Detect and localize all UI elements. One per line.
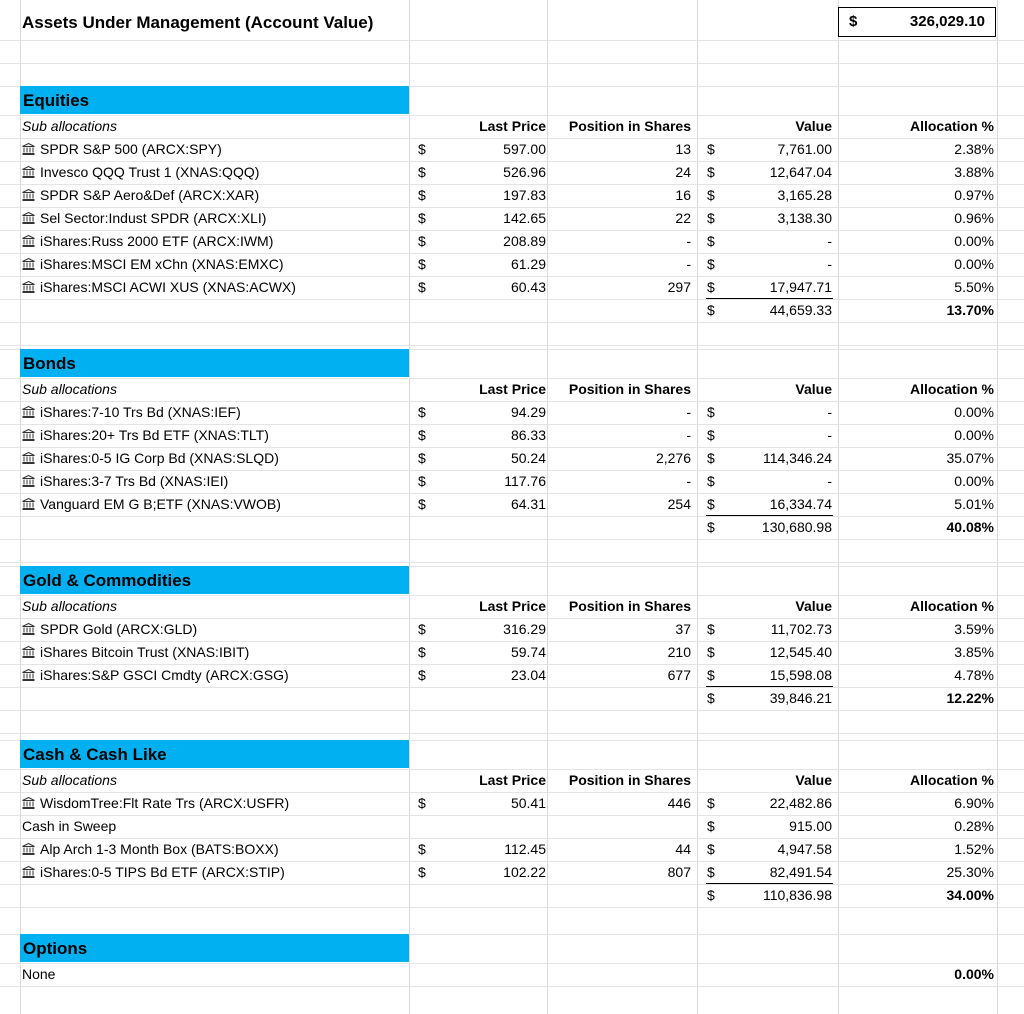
subtotal-value: 44,659.33 (769, 302, 832, 318)
holding-value: 11,702.73 (770, 621, 832, 637)
value-dollar-sign: $ (707, 667, 715, 683)
holding-name (22, 470, 228, 493)
position-shares: 446 (667, 795, 691, 811)
allocation-percent: 4.78% (954, 667, 994, 683)
allocation-header: Allocation % (909, 381, 994, 397)
holding-value: 15,598.08 (769, 667, 832, 683)
table-row[interactable] (0, 641, 1024, 664)
price-dollar-sign: $ (418, 644, 426, 660)
sub-allocations-label: Sub allocations (22, 598, 117, 614)
value-dollar-sign: $ (707, 621, 715, 637)
table-row[interactable] (0, 838, 1024, 861)
subtotal-dollar-sign: $ (707, 887, 715, 903)
price-dollar-sign: $ (418, 279, 426, 295)
total-value-box[interactable] (838, 7, 996, 37)
holding-name (22, 618, 197, 641)
position-shares: 807 (667, 864, 691, 880)
table-row[interactable] (0, 184, 1024, 207)
table-row[interactable] (0, 138, 1024, 161)
table-row[interactable] (0, 493, 1024, 516)
position-shares: 297 (667, 279, 691, 295)
bank-icon (22, 665, 35, 677)
holding-name (22, 401, 241, 424)
value-dollar-sign: $ (707, 256, 715, 272)
price-dollar-sign: $ (418, 473, 426, 489)
holding-name-text: iShares Bitcoin Trust (XNAS:IBIT) (40, 644, 250, 660)
bank-icon (22, 448, 35, 460)
column-header-row (0, 769, 1024, 792)
value-dollar-sign: $ (707, 141, 715, 157)
allocation-percent: 1.52% (954, 841, 994, 857)
holding-value: - (827, 256, 832, 272)
total-value: 326,029.10 (909, 13, 985, 30)
holding-name (22, 276, 296, 299)
holding-value: 16,334.74 (769, 496, 832, 512)
position-shares: 254 (667, 496, 691, 512)
table-row[interactable] (0, 470, 1024, 493)
subtotal-value: 110,836.98 (762, 887, 832, 903)
last-price: 50.24 (510, 450, 546, 466)
total-dollar-sign: $ (849, 13, 858, 30)
last-price: 94.29 (510, 404, 546, 420)
position-shares: 2,276 (655, 450, 691, 466)
table-row[interactable] (0, 276, 1024, 299)
last-price: 61.29 (510, 256, 546, 272)
table-row[interactable] (0, 401, 1024, 424)
last-price: 526.96 (503, 164, 546, 180)
value-dollar-sign: $ (707, 210, 715, 226)
holding-value: 22,482.86 (769, 795, 832, 811)
holding-name (22, 815, 116, 838)
last-price: 64.31 (510, 496, 546, 512)
last-price: 597.00 (503, 141, 546, 157)
value-dollar-sign: $ (707, 864, 715, 880)
value-header: Value (795, 772, 832, 788)
holding-name (22, 838, 279, 861)
allocation-percent: 3.85% (954, 644, 994, 660)
holding-name-text: iShares:3-7 Trs Bd (XNAS:IEI) (40, 473, 229, 489)
holding-name (22, 161, 259, 184)
position-shares: - (686, 473, 691, 489)
subtotal-allocation: 40.08% (946, 519, 994, 535)
holding-value: - (827, 404, 832, 420)
holding-value: 12,647.04 (769, 164, 832, 180)
subtotal-row (0, 516, 1024, 539)
last-price-header: Last Price (479, 772, 546, 788)
position-shares: 44 (675, 841, 691, 857)
bank-icon (22, 139, 35, 151)
position-shares: - (686, 404, 691, 420)
holding-name-text: WisdomTree:Flt Rate Trs (ARCX:USFR) (40, 795, 290, 811)
holding-name-text: iShares:0-5 TIPS Bd ETF (ARCX:STIP) (40, 864, 285, 880)
column-header-row (0, 595, 1024, 618)
last-price: 316.29 (503, 621, 546, 637)
holding-value: 114,346.24 (762, 450, 832, 466)
last-price: 102.22 (503, 864, 546, 880)
position-header: Position in Shares (568, 118, 691, 134)
price-dollar-sign: $ (418, 404, 426, 420)
position-header: Position in Shares (568, 598, 691, 614)
table-row[interactable] (0, 207, 1024, 230)
holding-name-text: SPDR S&P Aero&Def (ARCX:XAR) (40, 187, 260, 203)
value-dollar-sign: $ (707, 233, 715, 249)
bank-icon (22, 402, 35, 414)
position-shares (548, 815, 691, 838)
column-header-row (0, 378, 1024, 401)
price-dollar-sign: $ (418, 621, 426, 637)
last-price: 197.83 (503, 187, 546, 203)
last-price: 23.04 (510, 667, 546, 683)
holding-value: 7,761.00 (777, 141, 832, 157)
holding-value: 17,947.71 (769, 279, 832, 295)
price-dollar-sign: $ (418, 864, 426, 880)
allocation-percent: 0.96% (954, 210, 994, 226)
value-header: Value (795, 118, 832, 134)
value-dollar-sign: $ (707, 404, 715, 420)
subtotal-dollar-sign: $ (707, 690, 715, 706)
last-price-header: Last Price (479, 118, 546, 134)
allocation-header: Allocation % (909, 118, 994, 134)
allocation-percent: 0.28% (954, 818, 994, 834)
subtotal-dollar-sign: $ (707, 302, 715, 318)
holding-name (22, 447, 279, 470)
holding-name-text: iShares:20+ Trs Bd ETF (XNAS:TLT) (40, 427, 269, 443)
holding-value: - (827, 233, 832, 249)
bank-icon (22, 425, 35, 437)
value-header: Value (795, 598, 832, 614)
position-shares: 13 (675, 141, 691, 157)
last-price: 60.43 (510, 279, 546, 295)
holding-name (22, 184, 259, 207)
bank-icon (22, 619, 35, 631)
value-dollar-sign: $ (707, 818, 715, 834)
bank-icon (22, 642, 35, 654)
allocation-percent: 0.00% (954, 256, 994, 272)
price-dollar-sign: $ (418, 427, 426, 443)
holding-name (22, 207, 266, 230)
bank-icon (22, 162, 35, 174)
holding-name-text: Sel Sector:Indust SPDR (ARCX:XLI) (40, 210, 267, 226)
price-dollar-sign: $ (418, 450, 426, 466)
position-header: Position in Shares (568, 381, 691, 397)
allocation-percent: 0.00% (954, 427, 994, 443)
subtotal-allocation: 34.00% (946, 887, 994, 903)
bank-icon (22, 494, 35, 506)
holding-name-text: iShares:Russ 2000 ETF (ARCX:IWM) (40, 233, 274, 249)
value-dollar-sign: $ (707, 164, 715, 180)
price-dollar-sign: $ (418, 841, 426, 857)
options-row[interactable] (0, 963, 1024, 986)
holding-name (22, 230, 273, 253)
holding-value: 12,545.40 (769, 644, 832, 660)
holding-name (22, 138, 222, 161)
table-row[interactable] (0, 253, 1024, 276)
price-dollar-sign: $ (418, 210, 426, 226)
options-allocation: 0.00% (954, 966, 994, 982)
holding-name-text: SPDR Gold (ARCX:GLD) (40, 621, 198, 637)
table-row[interactable] (0, 664, 1024, 687)
allocation-percent: 6.90% (954, 795, 994, 811)
position-shares: - (686, 427, 691, 443)
table-row[interactable] (0, 230, 1024, 253)
subtotal-allocation: 12.22% (946, 690, 994, 706)
position-shares: 24 (675, 164, 691, 180)
allocation-percent: 0.97% (954, 187, 994, 203)
holding-value: 3,138.30 (777, 210, 832, 226)
holding-name (22, 424, 269, 447)
value-dollar-sign: $ (707, 450, 715, 466)
sub-allocations-label: Sub allocations (22, 381, 117, 397)
value-dollar-sign: $ (707, 279, 715, 295)
holding-name-text: Vanguard EM G B;ETF (XNAS:VWOB) (40, 496, 281, 512)
position-shares: 210 (667, 644, 691, 660)
table-row[interactable] (0, 861, 1024, 884)
price-dollar-sign: $ (418, 187, 426, 203)
holding-value: 4,947.58 (777, 841, 832, 857)
page-title: Assets Under Management (Account Value) (22, 13, 374, 32)
section-header-2: Gold & Commodities (20, 566, 409, 594)
table-row[interactable] (0, 447, 1024, 470)
bank-icon (22, 793, 35, 805)
last-price: 50.41 (510, 795, 546, 811)
holding-name-text: Cash in Sweep (22, 818, 117, 834)
holding-name (22, 253, 284, 276)
holding-value: - (827, 473, 832, 489)
price-dollar-sign: $ (418, 256, 426, 272)
value-dollar-sign: $ (707, 473, 715, 489)
position-shares: - (686, 233, 691, 249)
last-price-header: Last Price (479, 381, 546, 397)
holding-name-text: iShares:MSCI ACWI XUS (XNAS:ACWX) (40, 279, 296, 295)
holding-value: 3,165.28 (777, 187, 832, 203)
last-price (410, 815, 546, 838)
price-dollar-sign: $ (418, 233, 426, 249)
value-header: Value (795, 381, 832, 397)
subtotal-row (0, 299, 1024, 322)
bank-icon (22, 254, 35, 266)
subtotal-row (0, 884, 1024, 907)
bank-icon (22, 208, 35, 220)
value-dollar-sign: $ (707, 496, 715, 512)
value-dollar-sign: $ (707, 644, 715, 660)
section-header-3: Cash & Cash Like (20, 740, 409, 768)
allocation-percent: 5.50% (954, 279, 994, 295)
last-price: 59.74 (510, 644, 546, 660)
holding-name-text: iShares:MSCI EM xChn (XNAS:EMXC) (40, 256, 284, 272)
position-header: Position in Shares (568, 772, 691, 788)
allocation-header: Allocation % (909, 772, 994, 788)
holding-name-text: Invesco QQQ Trust 1 (XNAS:QQQ) (40, 164, 260, 180)
options-none: None (22, 966, 56, 982)
position-shares: - (686, 256, 691, 272)
section-header-1: Bonds (20, 349, 409, 377)
holding-value: - (827, 427, 832, 443)
holding-name-text: iShares:7-10 Trs Bd (XNAS:IEF) (40, 404, 241, 420)
holding-name (22, 493, 281, 516)
value-dollar-sign: $ (707, 427, 715, 443)
table-row[interactable] (0, 792, 1024, 815)
section-header-options: Options (20, 934, 409, 962)
price-dollar-sign: $ (418, 141, 426, 157)
holding-value: 82,491.54 (769, 864, 832, 880)
last-price: 112.45 (504, 841, 546, 857)
allocation-percent: 3.59% (954, 621, 994, 637)
holding-name-text: Alp Arch 1-3 Month Box (BATS:BOXX) (40, 841, 279, 857)
table-row[interactable] (0, 815, 1024, 838)
holding-name-text: SPDR S&P 500 (ARCX:SPY) (40, 141, 222, 157)
sub-allocations-label: Sub allocations (22, 118, 117, 134)
holding-name (22, 861, 285, 884)
subtotal-allocation: 13.70% (946, 302, 994, 318)
allocation-percent: 5.01% (954, 496, 994, 512)
table-row[interactable] (0, 618, 1024, 641)
section-header-0: Equities (20, 86, 409, 114)
bank-icon (22, 277, 35, 289)
subtotal-value: 39,846.21 (769, 690, 832, 706)
table-row[interactable] (0, 161, 1024, 184)
subtotal-value: 130,680.98 (761, 519, 832, 535)
allocation-percent: 3.88% (954, 164, 994, 180)
table-row[interactable] (0, 424, 1024, 447)
allocation-percent: 0.00% (954, 473, 994, 489)
last-price-header: Last Price (479, 598, 546, 614)
column-header-row (0, 115, 1024, 138)
holding-name-text: iShares:S&P GSCI Cmdty (ARCX:GSG) (40, 667, 289, 683)
holding-name (22, 641, 249, 664)
price-dollar-sign: $ (418, 164, 426, 180)
holding-name-text: iShares:0-5 IG Corp Bd (XNAS:SLQD) (40, 450, 279, 466)
position-shares: 22 (675, 210, 691, 226)
position-shares: 37 (675, 621, 691, 637)
sub-allocations-label: Sub allocations (22, 772, 117, 788)
allocation-percent: 0.00% (954, 404, 994, 420)
position-shares: 677 (667, 667, 691, 683)
value-dollar-sign: $ (707, 795, 715, 811)
price-dollar-sign: $ (418, 496, 426, 512)
value-dollar-sign: $ (707, 187, 715, 203)
value-dollar-sign: $ (707, 841, 715, 857)
last-price: 117.76 (504, 473, 546, 489)
subtotal-dollar-sign: $ (707, 519, 715, 535)
bank-icon (22, 471, 35, 483)
price-dollar-sign: $ (418, 795, 426, 811)
bank-icon (22, 231, 35, 243)
position-shares: 16 (675, 187, 691, 203)
allocation-percent: 25.30% (946, 864, 994, 880)
allocation-percent: 2.38% (954, 141, 994, 157)
holding-value: 915.00 (789, 818, 832, 834)
subtotal-row (0, 687, 1024, 710)
holding-name (22, 792, 289, 815)
holding-name (22, 664, 289, 687)
bank-icon (22, 839, 35, 851)
bank-icon (22, 862, 35, 874)
allocation-header: Allocation % (909, 598, 994, 614)
last-price: 208.89 (503, 233, 546, 249)
last-price: 142.65 (503, 210, 546, 226)
bank-icon (22, 185, 35, 197)
last-price: 86.33 (510, 427, 546, 443)
price-dollar-sign: $ (418, 667, 426, 683)
allocation-percent: 35.07% (946, 450, 994, 466)
allocation-percent: 0.00% (954, 233, 994, 249)
